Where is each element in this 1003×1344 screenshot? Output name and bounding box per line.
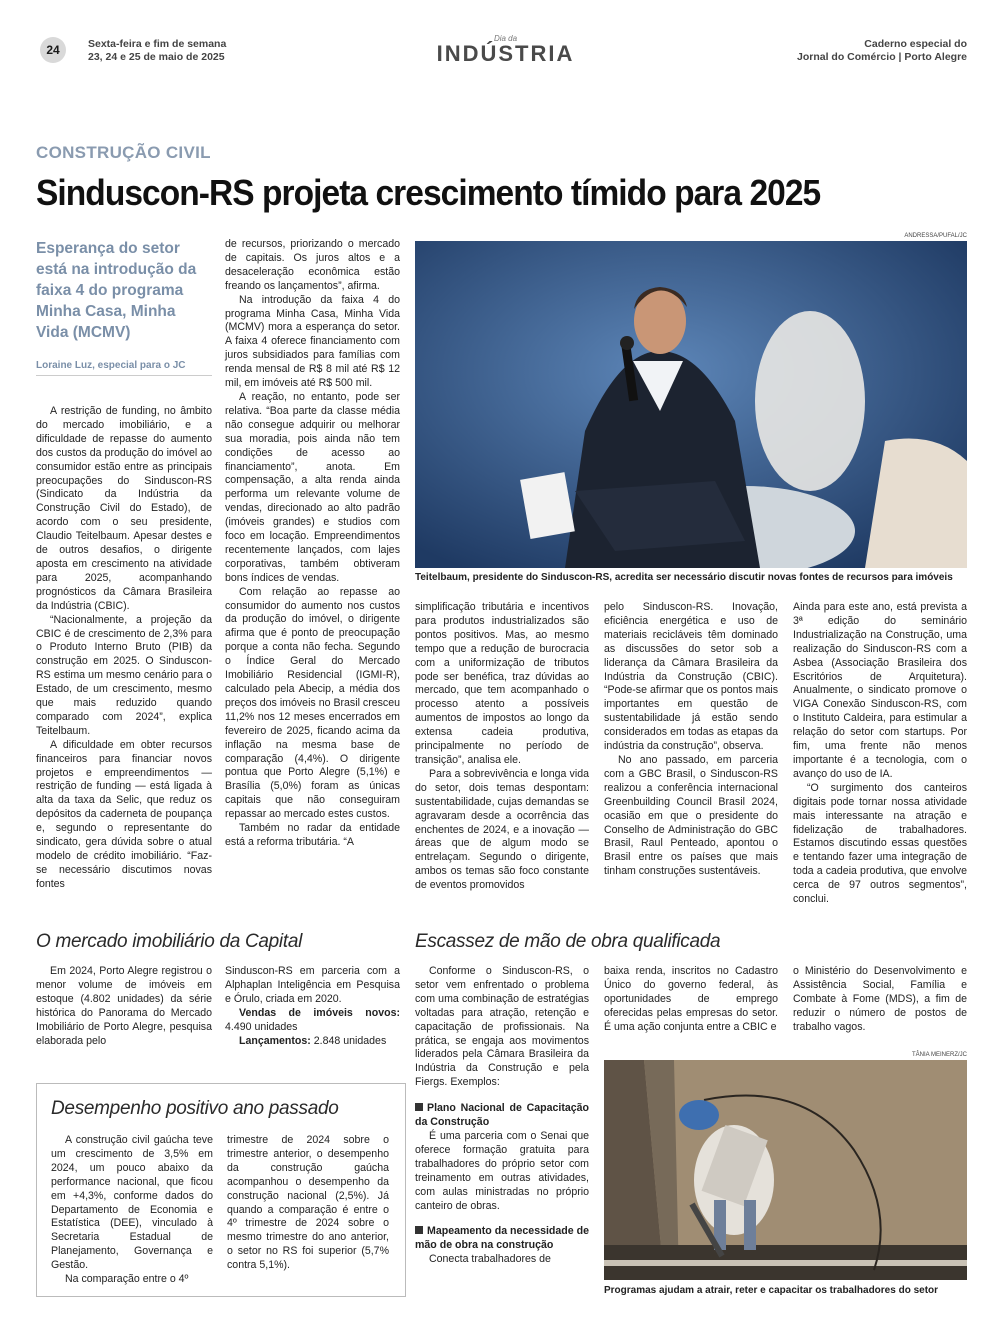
logo-big: INDÚSTRIA: [436, 41, 575, 66]
paragraph: A reação, no entanto, pode ser relativa. “Boa parte da classe média não consegue adquirir ou melhorar sua moradia, pois ainda não tem condições de acesso ao financiamento”, anota. Em compensação, a alta renda ainda performa um relevante volume de vendas, direcionado ao alto padrão (imóveis grandes) e studios com foco em locação. Empreendimentos recentemente lançados, com lajes corporativas, também obtiveram bons índices de vendas.: [225, 390, 400, 584]
worker-photo-credit: TÂNIA MEINERZ/JC: [911, 1052, 967, 1058]
paragraph: “Nacionalmente, a projeção da CBIC é de crescimento de 2,3% para o Produto Interno Bruto (PIB) da construção em 2025. O Sinduscon-RS estima um mesmo cenário para o Estado, de um crescimento, mesmo que mais reduzido quando comparado com 2024”, explica Teitelbaum.: [36, 613, 212, 737]
worker-photo: [604, 1060, 967, 1280]
paragraph: No ano passado, em parceria com a GBC Brasil, o Sinduscon-RS realizou a conferência internacional Greenbuilding Council Brasil 2024, ocasião em que o presidente do Conselho de Administração do GBC Brasil, Raul Penteado, apontou o Brasil entre os países que mais tinham construções sustentáveis.: [604, 753, 778, 878]
publication-info: [797, 38, 967, 64]
article-column-4: [604, 601, 778, 879]
paragraph: A dificuldade em obter recursos financeiros para financiar novos projetos e empreendimentos — restrição de funding — está ligada à alta da taxa da Selic, que reduz os depósitos da caderneta de poupança e, segundo o representante do sindicato, gera dúvida sobre o atual modelo de crédito imobiliário. “Faz-se necessário discutimos novas fontes: [36, 738, 212, 890]
worker-photo-caption: Programas ajudam a atrair, reter e capacitar os trabalhadores do setor: [604, 1285, 939, 1296]
photo-credit: ANDRESSA/PUFAL/JC: [904, 233, 967, 239]
byline: Loraine Luz, especial para o JC: [36, 360, 212, 376]
paragraph: trimestre de 2024 sobre o trimestre anterior, o desempenho da construção gaúcha acompanhou o desempenho da construção nacional (2,5%). Já quando a comparação é entre o 4º trimestre de 2024 sobre o mesmo trimestre do ano anterior, o setor no RS foi superior (5,7% contra 5,1%).: [227, 1134, 389, 1272]
page-number: 24: [40, 37, 66, 63]
paragraph: de recursos, priorizando o mercado de capitais. Os juros altos e a desaceleração econômica estão freando os lançamentos”, afirma.: [225, 238, 400, 292]
bullet-title: Mapeamento da necessidade de mão de obra na construção: [415, 1225, 589, 1252]
deck: Esperança do setor está na introdução da faixa 4 do programa Minha Casa, Minha Vida (MCMV): [36, 240, 197, 341]
lancamentos-value: 2.848 unidades: [313, 1034, 387, 1047]
paragraph: Conforme o Sinduscon-RS, o setor vem enfrentado o problema com uma combinação de estratégias voltadas para atração, retenção e capacitação de profissionais. Na prática, se engaja aos movimentos liderados pela Câmara Brasileira da Indústria da Construção e pela Fiergs. Exemplos:: [415, 965, 589, 1089]
worker-illustration: [604, 1060, 967, 1280]
paragraph: Para a sobrevivência e longa vida do setor, dois temas despontam: sustentabilidade, cujas demandas se agravaram desde a ocorrência das enchentes de 2024, e a inovação — áreas que de algum modo se entrelaçam. Segundo o dirigente, ambos os temas são foco constante de eventos promovidos: [415, 767, 589, 892]
mercado-column-2: [225, 965, 400, 1048]
desempenho-column-1: [51, 1134, 213, 1287]
escassez-column-2: [604, 965, 778, 1035]
date-line-1: Sexta-feira e fim de semana: [88, 38, 227, 50]
article-column-5: [793, 601, 967, 907]
edition-date: [88, 38, 226, 64]
article-column-3: [415, 601, 589, 893]
escassez-column-1: [415, 965, 589, 1267]
lancamentos-stat: [225, 1035, 400, 1049]
paragraph: Na introdução da faixa 4 do programa Minha Casa, Minha Vida (MCMV) mora a esperança do setor. A faixa 4 oferece financiamento com juros subsidiados para famílias com renda mensal de R$ 8 mil até R$ 12 mil, em imóveis até R$ 500 mil.: [225, 293, 400, 390]
paragraph: A restrição de funding, no âmbito do mercado imobiliário, e a dificuldade de repasse do aumento dos custos da produção do imóvel ao consumidor estão entre as principais preocupações do Sinduscon-RS (Sindicato da Indústria da Construção Civil do Estado), de acordo com o seu presidente, Claudio Teitelbaum. Apesar destes e de outros desafios, o dirigente aposta em crescimento na atividade para 2025, acompanhando prognósticos da Câmara Brasileira da Indústria (CBIC).: [36, 405, 212, 612]
speaker-illustration: [415, 241, 967, 568]
date-line-2: 23, 24 e 25 de maio de 2025: [88, 51, 225, 63]
paragraph: o Ministério do Desenvolvimento e Assistência Social, Família e Combate à Fome (MDS), a fim de reduzir o número de postos de trabalho vagos.: [793, 965, 967, 1033]
mercado-column-1: [36, 965, 212, 1048]
speaker-photo: [415, 241, 967, 568]
desempenho-title: Desempenho positivo ano passado: [51, 1098, 339, 1119]
vendas-label: Vendas de imóveis novos:: [239, 1006, 400, 1019]
desempenho-column-2: [227, 1134, 389, 1273]
paragraph: Ainda para este ano, está prevista a 3ª edição do seminário Industrialização na Construção, uma realização do Sinduscon-RS com a Asbea (Associação Brasileira dos Escritórios de Arquitetura). Anualmente, o sindicato promove o VIGA Conexão Sinduscon-RS, com o Instituto Caldeira, para estimular a relação do setor com startups. Por fim, uma frente não menos importante é a tecnologia, com o avanço do uso de IA.: [793, 601, 967, 780]
paragraph: pelo Sinduscon-RS. Inovação, eficiência energética e uso de materiais recicláveis têm dominado as discussões do setor sob a liderança da Câmara Brasileira da Indústria da Construção (CBIC). “Pode-se afirmar que os pontos mais importantes em questão de sustentabilidade já estão sendo considerados em todas as etapas da indústria da construção”, observa.: [604, 601, 778, 753]
paragraph: Também no radar da entidade está a reforma tributária. “A: [225, 822, 400, 848]
paragraph: É uma parceria com o Senai que oferece formação gratuita para trabalhadores do próprio setor com treinamento em outras atividades, com aulas ministradas no próprio canteiro de obras.: [415, 1129, 589, 1212]
escassez-title: Escassez de mão de obra qualificada: [415, 931, 721, 952]
mercado-title: O mercado imobiliário da Capital: [36, 931, 303, 952]
photo-caption: Teitelbaum, presidente do Sinduscon-RS, acredita ser necessário discutir novas fontes de recursos para imóveis: [415, 572, 953, 583]
desempenho-box: [36, 1083, 406, 1297]
paragraph: simplificação tributária e incentivos para produtos industrializados são pontos positivos. Mas, ao mesmo tempo que a redução de burocracia com a uniformização de tributos pode ser benéfica, traz dúvidas ao mercado, que tem acompanhado o processo atento a possíveis aumentos de impostos ao longo da extensa cadeia produtiva, principalmente no período de transição”, analisa ele.: [415, 601, 589, 766]
paragraph: Em 2024, Porto Alegre registrou o menor volume de imóveis em estoque (4.802 unidades) da série histórica do Panorama do Mercado Imobiliário de Porto Alegre, pesquisa elaborada pelo: [36, 965, 212, 1047]
article-column-2: [225, 238, 400, 850]
escassez-column-3: [793, 965, 967, 1035]
lancamentos-label: Lançamentos:: [239, 1034, 311, 1047]
vendas-value: 4.490 unidades: [225, 1020, 298, 1033]
article-column-1: [36, 405, 212, 892]
paragraph: baixa renda, inscritos no Cadastro Único do governo federal, às oportunidades de emprego oferecidas pelas empresas do setor. É uma ação conjunta entre a CBIC e: [604, 965, 778, 1033]
vendas-stat: [225, 1007, 400, 1035]
paragraph: A construção civil gaúcha teve um crescimento de 3,5% em 2024, um pouco abaixo da performance nacional, que ficou em +4,3%, conforme dados do Departamento de Economia e Estatística (DEE), vinculado à Secretaria Estadual de Planejamento, Governança e Gestão.: [51, 1134, 213, 1272]
publication-line-1: Caderno especial do: [864, 38, 967, 50]
logo-small: Dia da: [493, 34, 518, 43]
paragraph: “O surgimento dos canteiros digitais pode tornar nossa atividade mais interessante na atração e fidelização de trabalhadores. Estamos discutindo essas questões e tentando fazer uma integração de toda a cadeia produtiva, que envolve cerca de 97 outros segmentos”, conclui.: [793, 781, 967, 906]
supplement-logo: [433, 34, 578, 65]
section-label: CONSTRUÇÃO CIVIL: [36, 143, 211, 162]
headline: Sinduscon-RS projeta crescimento tímido para 2025: [36, 172, 821, 213]
paragraph: Sinduscon-RS em parceria com a Alphaplan Inteligência em Pesquisa e Órulo, criada em 2020.: [225, 965, 400, 1005]
paragraph: Com relação ao repasse ao consumidor do aumento nos custos da produção do imóvel, o dirigente afirma que é ponto de preocupação porque a conta não fecha. Segundo o Índice Geral do Mercado Imobiliário Residencial (IGMI-R), calculado pela Abecip, a média dos preços dos imóveis no Brasil cresceu 11,2% nos 12 meses encerrados em fevereiro de 2025, ficando acima da inflação na mesma base de comparação (4,4%). O dirigente pontua que Porto Alegre (5,1%) e Brasília (5,0%) foram as únicas capitais que não conseguiram repassar ao mercado estes custos.: [225, 585, 400, 821]
publication-line-2: Jornal do Comércio | Porto Alegre: [797, 51, 967, 63]
paragraph: Conecta trabalhadores de: [429, 1253, 551, 1266]
bullet-title: Plano Nacional de Capacitação da Construção: [415, 1102, 589, 1129]
paragraph: Na comparação entre o 4º: [65, 1273, 189, 1286]
